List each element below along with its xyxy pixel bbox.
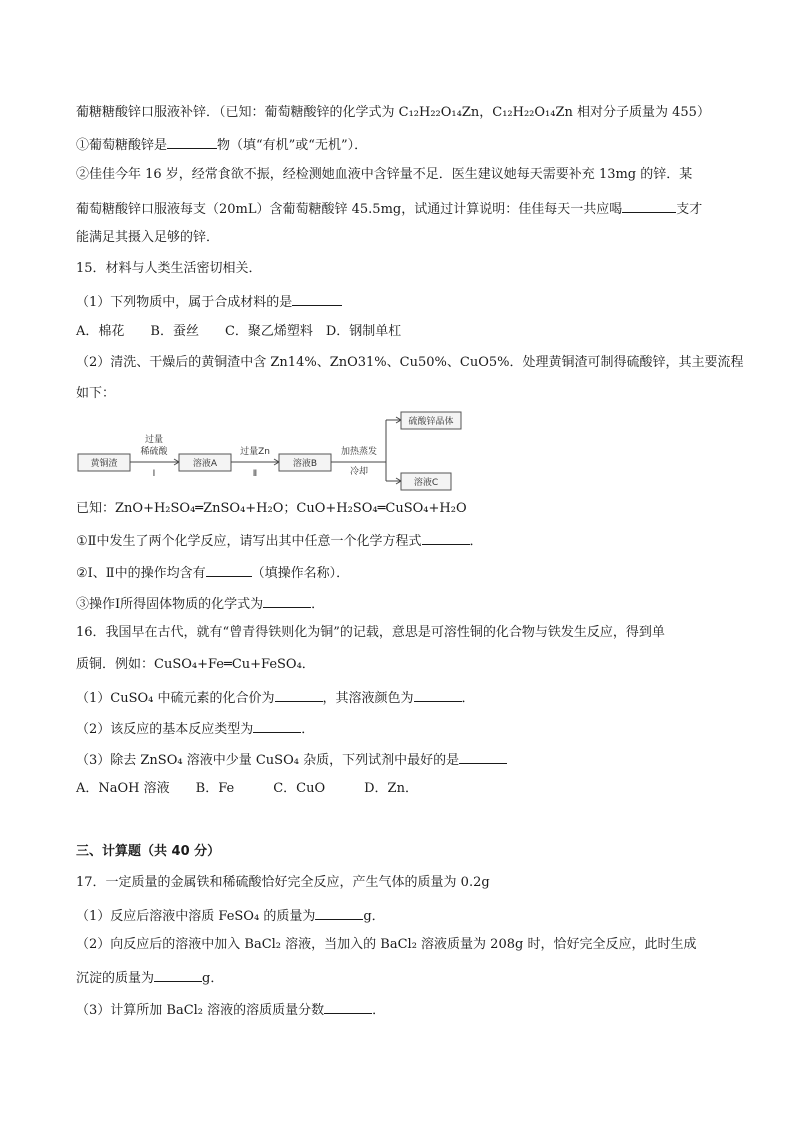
- q15-part1-suffix: ．: [469, 534, 483, 549]
- flow-arrow-2-reagent: 过量Zn: [240, 447, 270, 457]
- answer-blank[interactable]: [253, 718, 301, 733]
- q15-part2-suffix: （填操作名称）．: [251, 566, 350, 581]
- q16-sub2: [76, 718, 314, 739]
- q14-part2-line3: 能满足其摄入足够的锌．: [76, 230, 220, 245]
- q15-options: A．棉花 B．蚕丝 C．聚乙烯塑料 D．钢制单杠: [76, 324, 402, 339]
- flow-arrow-3-operation: 加热蒸发: [340, 447, 378, 457]
- q14-part2-line2: [76, 198, 702, 219]
- q15-part2-text: ②Ⅰ、Ⅱ中的操作均含有: [76, 566, 206, 581]
- q15-sub1-text: （1）下列物质中，属于合成材料的是: [76, 295, 293, 310]
- flow-box-brass-slag-label: 黄铜渣: [90, 459, 118, 469]
- flow-arrow-2-step: Ⅱ: [252, 469, 258, 479]
- q16-sub1-text: （1）CuSO₄ 中硫元素的化合价为: [76, 691, 275, 706]
- q16-sub3-text: （3）除去 ZnSO₄ 溶液中少量 CuSO₄ 杂质，下列试剂中最好的是: [76, 753, 460, 768]
- q17-sub3-suffix: ．: [372, 1003, 386, 1018]
- flow-box-solution-c-label: 溶液C: [413, 478, 439, 488]
- q16-sub3: [76, 749, 507, 770]
- answer-blank[interactable]: [167, 134, 217, 149]
- answer-blank[interactable]: [459, 749, 507, 764]
- q14-part2-line1: ②佳佳今年 16 岁，经常食欲不振，经检测她血液中含锌量不足．医生建议她每天需要补充 13mg 的锌．某: [76, 167, 693, 182]
- flow-arrow-1-step: Ⅰ: [152, 469, 156, 479]
- q16-sub1: [76, 687, 475, 708]
- answer-blank[interactable]: [414, 687, 462, 702]
- q17-sub1-text: （1）反应后溶液中溶质 FeSO₄ 的质量为: [76, 909, 316, 924]
- q17-sub2-line1: （2）向反应后的溶液中加入 BaCl₂ 溶液，当加入的 BaCl₂ 溶液质量为 208g 时，恰好完全反应，此时生成: [76, 937, 697, 952]
- section-title-calculation: 三、计算题（共 40 分）: [76, 844, 221, 859]
- answer-blank[interactable]: [324, 999, 372, 1014]
- q16-line2: 质铜．例如：CuSO₄+Fe═Cu+FeSO₄．: [76, 657, 315, 672]
- q15-part1: [76, 530, 483, 551]
- q15-part3-text: ③操作Ⅰ所得固体物质的化学式为: [76, 597, 264, 612]
- flow-arrow-1-reagent-line1: 过量: [144, 435, 164, 445]
- q16-line1: 16．我国早在古代，就有“曾青得铁则化为铜”的记载，意思是可溶性铜的化合物与铁发生反应，得到单: [76, 625, 665, 640]
- q16-sub1-suffix: ．: [461, 691, 475, 706]
- answer-blank[interactable]: [622, 198, 676, 213]
- q17-sub3-text: （3）计算所加 BaCl₂ 溶液的溶质质量分数: [76, 1003, 325, 1018]
- q16-sub1-mid: ，其溶液颜色为: [322, 691, 414, 706]
- q17-sub3: [76, 999, 385, 1020]
- q15-sub2-line1: （2）清洗、干燥后的黄铜渣中含 Zn14%、ZnO31%、Cu50%、CuO5%．处理黄铜渣可制得硫酸锌，其主要流程: [76, 355, 744, 370]
- answer-blank[interactable]: [154, 967, 202, 982]
- flow-arrow-1-reagent-line2: 稀硫酸: [140, 447, 168, 457]
- q17-sub2-line2: [76, 967, 223, 988]
- q14-part1-suffix: 物（填“有机”或“无机”）．: [217, 138, 368, 153]
- process-flow-diagram: [76, 410, 466, 495]
- q15-part3-suffix: ．: [311, 597, 325, 612]
- q15-part1-text: ①Ⅱ中发生了两个化学反应，请写出其中任意一个化学方程式: [76, 534, 422, 549]
- q15-sub2-line2: 如下：: [76, 386, 116, 401]
- answer-blank[interactable]: [315, 905, 363, 920]
- q14-part2-suffix: 支才: [676, 202, 703, 217]
- flow-arrow-3-operation-2: 冷却: [349, 467, 369, 477]
- q17-sub2-suffix: g．: [202, 971, 224, 986]
- q15-part3: [76, 593, 324, 614]
- q14-part2-text: 葡萄糖酸锌口服液每支（20mL）含葡萄糖酸锌 45.5mg，试通过计算说明：佳佳每天一共应喝: [76, 202, 623, 217]
- answer-blank[interactable]: [292, 291, 342, 306]
- q17-sub1: [76, 905, 385, 926]
- answer-blank[interactable]: [275, 687, 323, 702]
- q17-sub1-suffix: g．: [363, 909, 385, 924]
- answer-blank[interactable]: [263, 593, 311, 608]
- q16-sub2-suffix: ．: [301, 722, 315, 737]
- q15-known: 已知：ZnO+H₂SO₄═ZnSO₄+H₂O；CuO+H₂SO₄═CuSO₄+H₂O: [76, 501, 467, 516]
- flow-box-solution-a-label: 溶液A: [192, 459, 218, 469]
- q17-sub2-text: 沉淀的质量为: [76, 971, 155, 986]
- answer-blank[interactable]: [422, 530, 470, 545]
- q15-sub1: [76, 291, 342, 312]
- flow-box-solution-b-label: 溶液B: [292, 459, 318, 469]
- q14-intro: 葡糖糖酸锌口服液补锌．（已知：葡萄糖酸锌的化学式为 C₁₂H₂₂O₁₄Zn，C₁₂H₂₂O₁₄Zn 相对分子质量为 455）: [76, 105, 710, 120]
- q16-sub2-text: （2）该反应的基本反应类型为: [76, 722, 254, 737]
- answer-blank[interactable]: [206, 562, 252, 577]
- flow-box-zinc-sulfate-crystal-label: 硫酸锌晶体: [408, 417, 454, 427]
- q14-part1: [76, 134, 367, 155]
- q15-part2: [76, 562, 349, 583]
- q16-options: A．NaOH 溶液 B．Fe C．CuO D．Zn．: [76, 781, 418, 796]
- q14-part1-text: ①葡萄糖酸锌是: [76, 138, 168, 153]
- q17-line1: 17．一定质量的金属铁和稀硫酸恰好完全反应，产生气体的质量为 0.2g: [76, 875, 490, 890]
- q15-title: 15．材料与人类生活密切相关．: [76, 261, 262, 276]
